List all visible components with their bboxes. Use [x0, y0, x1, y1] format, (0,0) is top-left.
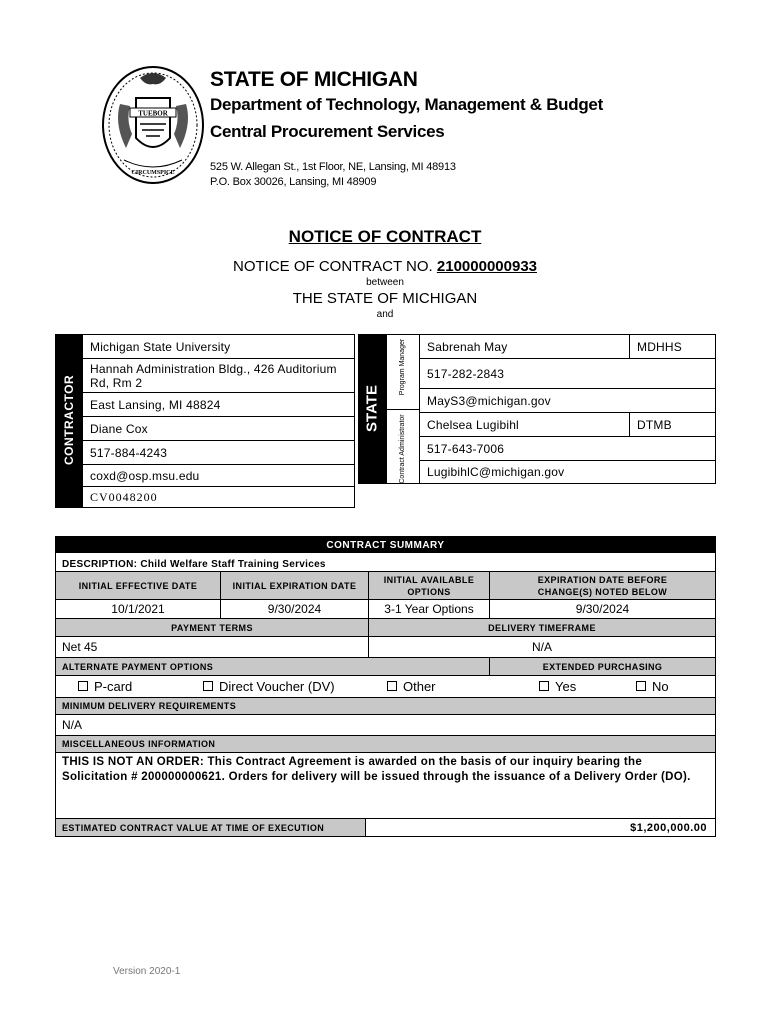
- payment-terms-label: PAYMENT TERMS: [56, 618, 369, 636]
- pcard-label: P-card: [94, 678, 133, 694]
- ca-name: Chelsea Lugibihl: [420, 413, 715, 437]
- est-value-label: ESTIMATED CONTRACT VALUE AT TIME OF EXECUTION: [56, 818, 366, 836]
- dv-checkbox[interactable]: [203, 681, 213, 691]
- state-label: STATE: [363, 385, 381, 432]
- option-no[interactable]: [636, 677, 669, 695]
- state-seal-logo: [100, 64, 206, 186]
- contract-summary-table: [55, 536, 716, 837]
- delivery-timeframe: N/A: [369, 636, 715, 657]
- and-text: and: [376, 309, 394, 320]
- contractor-name: Michigan State University: [83, 335, 354, 359]
- min-delivery: N/A: [56, 714, 715, 735]
- contractor-address: Hannah Administration Bldg., 426 Auditorium Rd, Rm 2: [83, 359, 354, 393]
- option-direct-voucher[interactable]: [203, 677, 335, 695]
- delivery-timeframe-label: DELIVERY TIMEFRAME: [369, 618, 715, 636]
- dv-label: Direct Voucher (DV): [219, 678, 335, 694]
- ca-agency: DTMB: [637, 418, 672, 432]
- header-division: Central Procurement Services: [210, 122, 445, 141]
- exp-before-change: 9/30/2024: [490, 599, 715, 618]
- summary-title: CONTRACT SUMMARY: [56, 537, 715, 553]
- pm-name: Sabrenah May: [420, 335, 715, 359]
- ca-phone: 517-643-7006: [420, 437, 715, 461]
- contractor-label: CONTRACTOR: [62, 374, 76, 465]
- header-expiration-date: INITIAL EXPIRATION DATE: [221, 571, 369, 599]
- state-role-labels: [386, 334, 420, 484]
- seal-bottom-motto: CIRCUMSPICE: [131, 170, 175, 176]
- description-value: Child Welfare Staff Training Services: [140, 558, 326, 570]
- yes-label: Yes: [555, 678, 577, 694]
- available-options: 3-1 Year Options: [369, 599, 490, 618]
- header-address-line2: P.O. Box 30026, Lansing, MI 48909: [210, 176, 377, 188]
- no-label: No: [652, 678, 669, 694]
- option-pcard[interactable]: [78, 677, 132, 695]
- contractor-city: East Lansing, MI 48824: [83, 393, 354, 417]
- description-line: [62, 557, 326, 571]
- contractor-email: coxd@osp.msu.edu: [83, 465, 354, 487]
- version-text: Version 2020-1: [113, 966, 181, 977]
- party-state: THE STATE OF MICHIGAN: [292, 290, 478, 307]
- option-other[interactable]: [387, 677, 436, 695]
- seal-banner-motto: TUEBOR: [138, 109, 168, 118]
- no-checkbox[interactable]: [636, 681, 646, 691]
- header-state: STATE OF MICHIGAN: [210, 68, 418, 91]
- est-value: $1,200,000.00: [366, 818, 715, 836]
- contract-number-label: NOTICE OF CONTRACT NO.: [232, 258, 433, 275]
- header-available-options: INITIAL AVAILABLE OPTIONS: [369, 571, 490, 599]
- option-yes[interactable]: [539, 677, 576, 695]
- contractor-contact: Diane Cox: [83, 417, 354, 441]
- extended-purchasing-label: EXTENDED PURCHASING: [490, 657, 715, 675]
- contractor-info: [82, 334, 355, 508]
- program-manager-label: Program Manager: [399, 338, 406, 396]
- between-text: between: [366, 277, 404, 288]
- misc-info-label: MISCELLANEOUS INFORMATION: [56, 735, 715, 752]
- other-label: Other: [403, 678, 436, 694]
- description-label: DESCRIPTION:: [62, 558, 138, 570]
- notice-title: NOTICE OF CONTRACT: [288, 227, 482, 246]
- contract-number: 210000000933: [436, 258, 537, 275]
- header-department: Department of Technology, Management & Budget: [210, 95, 603, 114]
- ca-email: LugibihlC@michigan.gov: [427, 465, 565, 479]
- effective-date: 10/1/2021: [56, 599, 221, 618]
- contract-number-line: [0, 258, 770, 275]
- header-address-line1: 525 W. Allegan St., 1st Floor, NE, Lansing, MI 48913: [210, 161, 456, 173]
- contract-administrator-label: Contract Administrator: [399, 414, 406, 484]
- pm-email: MayS3@michigan.gov: [420, 389, 715, 413]
- pm-phone: 517-282-2843: [420, 359, 715, 389]
- header-exp-before-change: EXPIRATION DATE BEFORE CHANGE(S) NOTED BELOW: [490, 571, 715, 599]
- expiration-date: 9/30/2024: [221, 599, 369, 618]
- misc-info-text: THIS IS NOT AN ORDER: This Contract Agreement is awarded on the basis of our inquiry bearing the Solicitation # 200000000621. Orders for delivery will be issued through the issuance of a Delivery Order (DO).: [56, 752, 715, 816]
- min-delivery-label: MINIMUM DELIVERY REQUIREMENTS: [56, 697, 715, 714]
- other-checkbox[interactable]: [387, 681, 397, 691]
- pcard-checkbox[interactable]: [78, 681, 88, 691]
- contractor-vendor-id: CV0048200: [90, 489, 158, 504]
- pm-agency: MDHHS: [637, 340, 682, 354]
- alternate-payment-label: ALTERNATE PAYMENT OPTIONS: [56, 657, 490, 675]
- yes-checkbox[interactable]: [539, 681, 549, 691]
- contractor-label-bar: [55, 334, 82, 508]
- state-label-bar: [358, 334, 386, 484]
- contractor-phone: 517-884-4243: [83, 441, 354, 465]
- state-contacts: [420, 334, 716, 484]
- header-effective-date: INITIAL EFFECTIVE DATE: [56, 571, 221, 599]
- payment-terms: Net 45: [56, 636, 369, 657]
